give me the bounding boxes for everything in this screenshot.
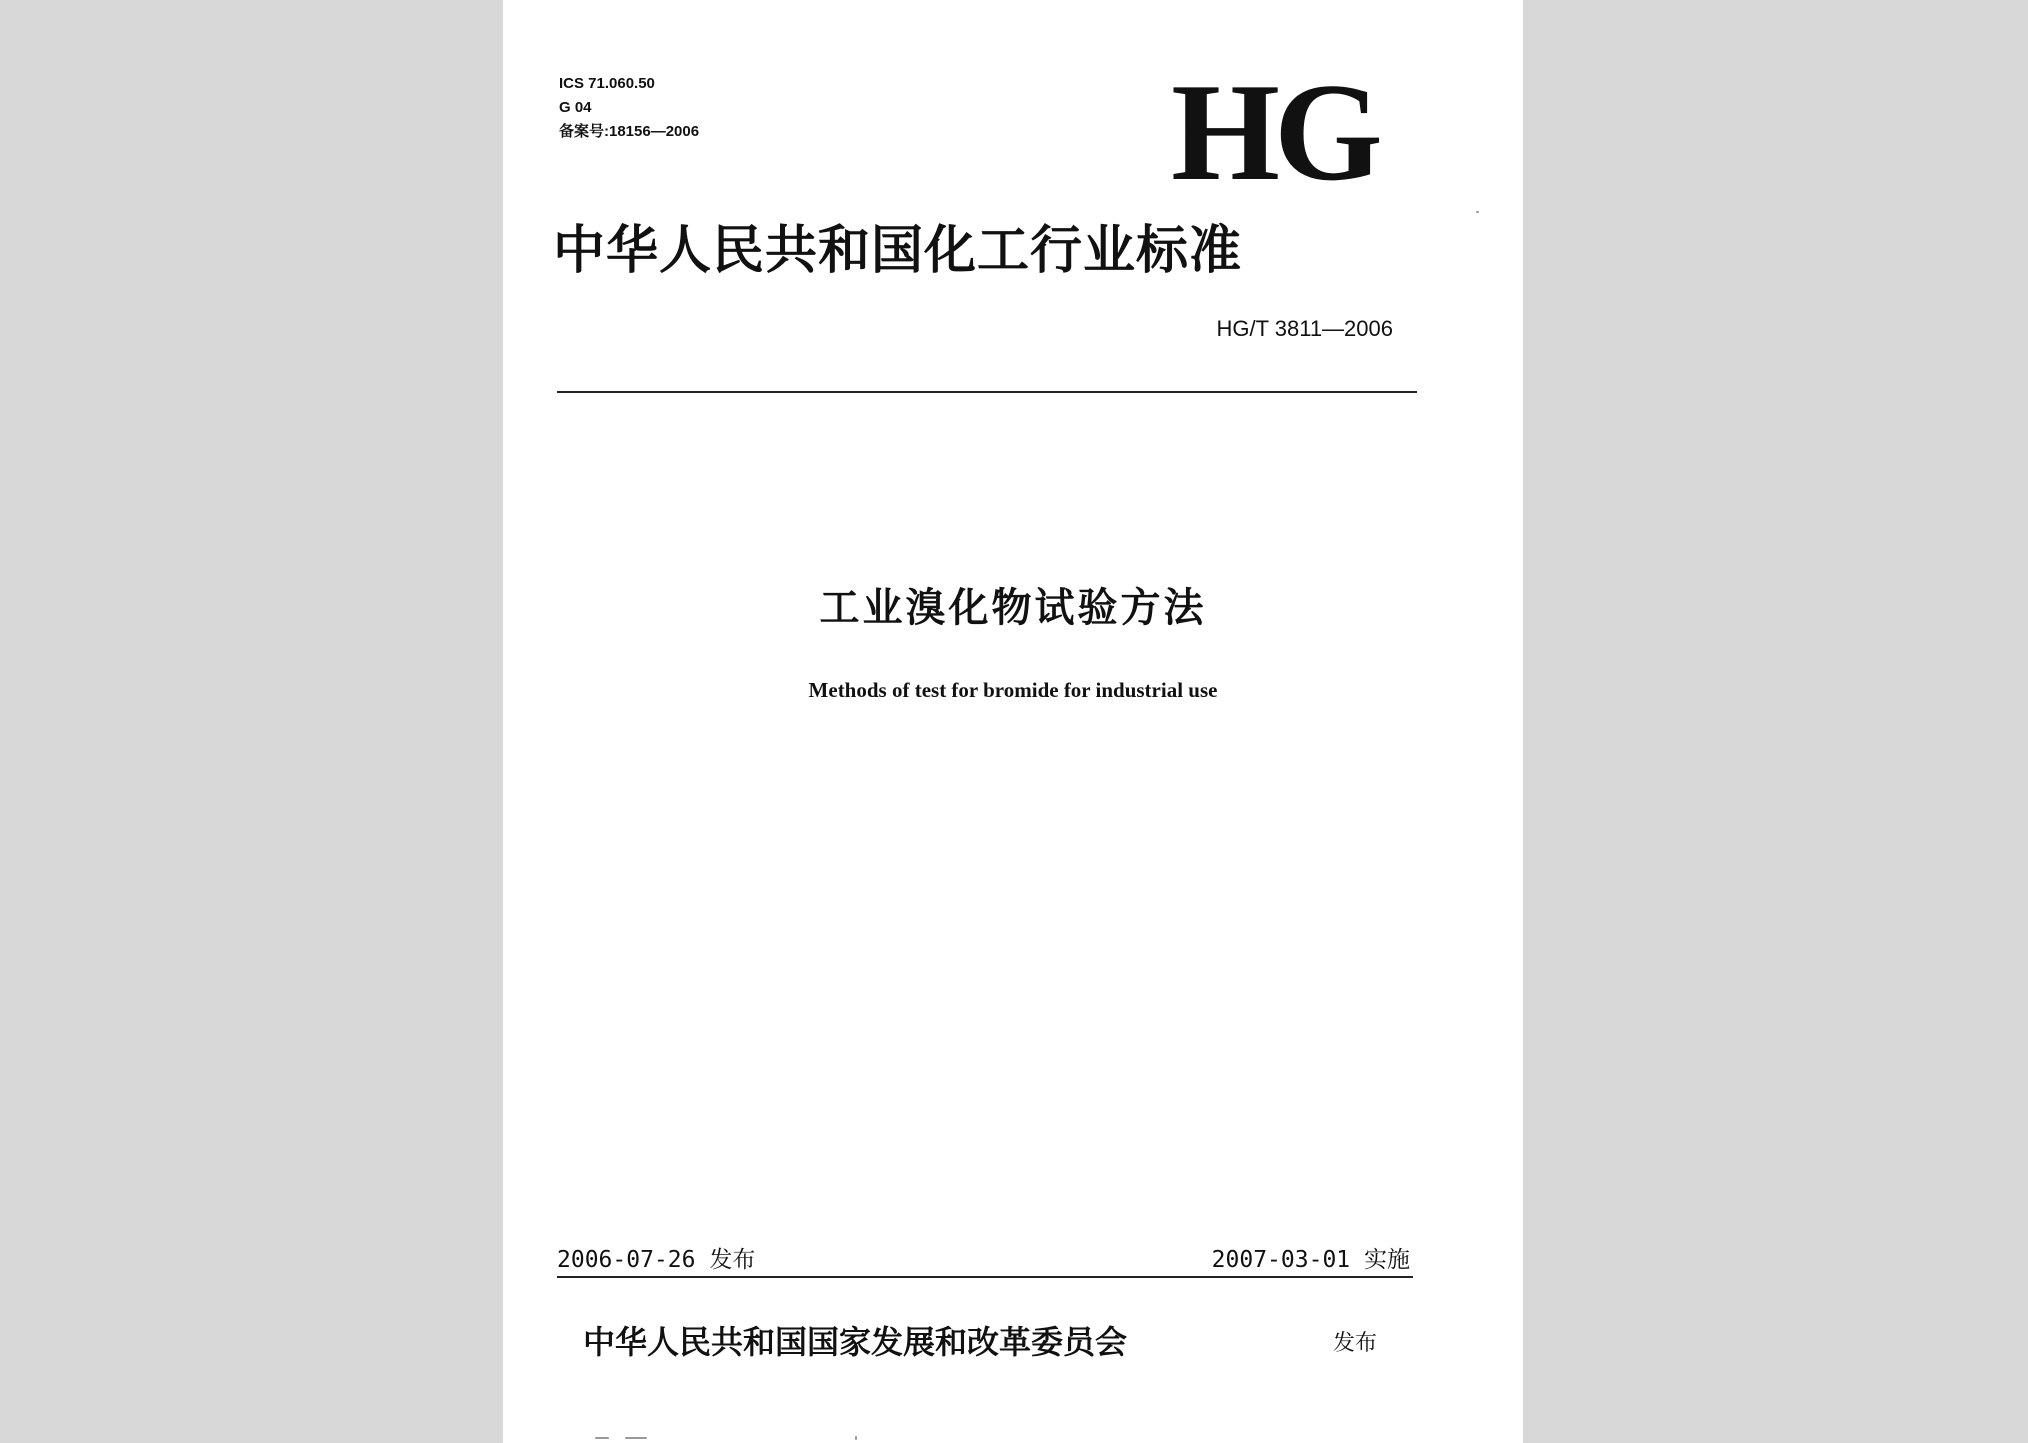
scan-speck [1476, 211, 1479, 213]
scan-speck [855, 1436, 857, 1440]
document-title-chinese: 工业溴化物试验方法 [819, 585, 1207, 631]
ics-code: ICS 71.060.50 [559, 75, 655, 92]
issuer-suffix: 发布 [1333, 1331, 1378, 1356]
scan-speck [625, 1437, 647, 1439]
implementation-date: 2007-03-01 实施 [1211, 1247, 1410, 1273]
standard-title: 中华人民共和国化工行业标准 [553, 220, 1243, 281]
record-number: 备案号:18156—2006 [559, 123, 700, 140]
top-divider [557, 391, 1417, 393]
document-title-english: Methods of test for bromide for industrial use [808, 678, 1218, 702]
bottom-divider [557, 1276, 1413, 1278]
scan-speck [595, 1437, 609, 1439]
classification-block [559, 72, 699, 144]
standard-code: HG/T 3811—2006 [1216, 316, 1393, 341]
ccs-code: G 04 [559, 99, 592, 116]
hg-logo: HG [1171, 55, 1377, 210]
issue-date: 2006-07-26 发布 [557, 1247, 756, 1273]
document-page [503, 0, 1523, 1443]
issuing-authority: 中华人民共和国国家发展和改革委员会 [583, 1323, 1128, 1361]
